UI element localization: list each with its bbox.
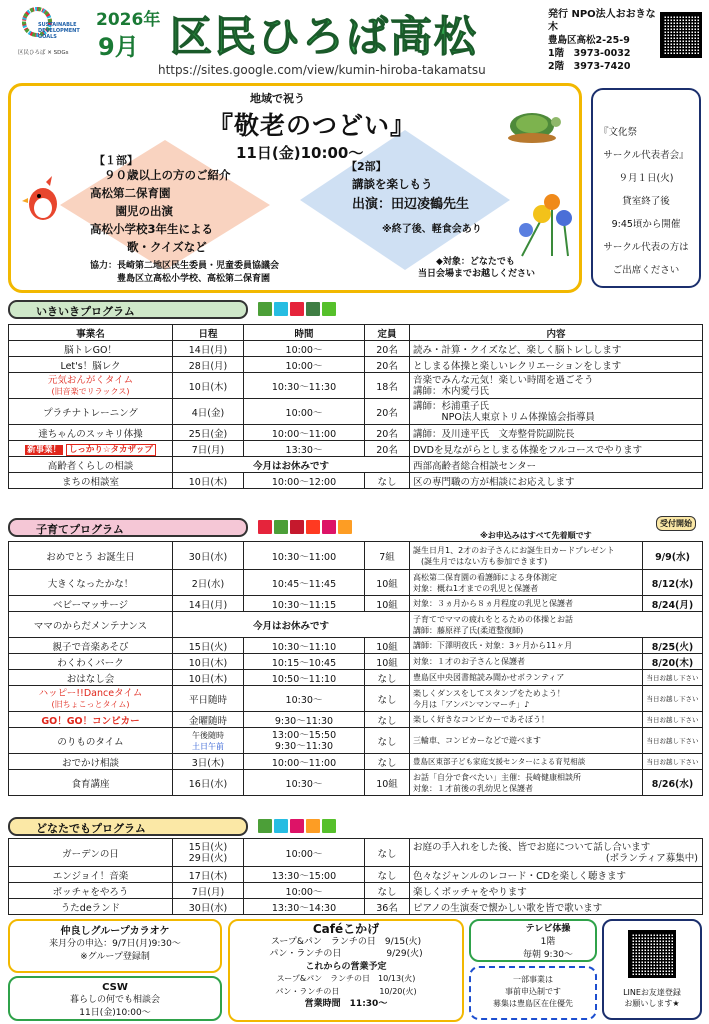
program-time: 10:30～11:10 [244, 638, 365, 654]
program-content [410, 686, 643, 712]
content-line: 高松第二保育園の看護師による身体測定 [413, 572, 557, 582]
program-date: 10日(木) [173, 473, 244, 489]
content-line: 講師：木内愛弓氏 [413, 385, 490, 397]
program-date: 28日(月) [173, 357, 244, 373]
cafe-line: パン・ランチの日 9/29(火) [269, 949, 423, 959]
culture-festival-box [591, 88, 701, 288]
program-cap: 36名 [365, 899, 410, 915]
program-name: おはなし会 [9, 670, 173, 686]
program-content: 区の専門職の方が相談にお応えします [410, 473, 703, 489]
line-text: LINEお友達登録 [623, 988, 681, 997]
signup-start: 8/20(木) [643, 654, 703, 670]
program-name: ママのからだメンテナンス [9, 612, 173, 638]
program-cap: なし [365, 754, 410, 770]
program-time: 10:50～11:10 [244, 670, 365, 686]
content-line: 子育てでママの疲れをとるための体操とお話 [413, 614, 573, 624]
issue-year: 2026年 [96, 10, 161, 30]
program-name-main: 元気おんがくタイム [47, 374, 134, 386]
program-date: 30日(水) [173, 542, 244, 570]
program-content: 楽しくボッチャをやります [410, 883, 703, 899]
csw-line: 11日(金)10:00～ [79, 1008, 151, 1018]
culture-line: サークル代表の方は [603, 242, 689, 253]
program-time: 10:00～ [244, 357, 365, 373]
tv-title: テレビ体操 [525, 924, 571, 934]
program-content [410, 770, 643, 796]
table-row [9, 341, 703, 357]
csw-box [8, 976, 222, 1021]
sdgs-logo-text: SUSTAINABLE DEVELOPMENT GOALS [38, 22, 80, 40]
culture-time [593, 195, 699, 231]
program-content [410, 612, 703, 638]
signup-start: 8/25(火) [643, 638, 703, 654]
content-line: 音楽でみんな元気！楽しい時間を過ごそう [413, 374, 594, 386]
sdgs-sub-label: 区民ひろば ✕ SDGs [18, 50, 69, 56]
program-time: 10:15～10:45 [244, 654, 365, 670]
content-line: 楽しくダンスをしてスタンプをためよう！ [413, 688, 565, 698]
culture-line: ご出席ください [612, 265, 680, 276]
section-label-kosodate: 子育てプログラム [8, 518, 248, 537]
sdg-goal-13-icon [306, 302, 320, 316]
signup-start: 8/24(月) [643, 596, 703, 612]
table-row [9, 712, 703, 728]
program-name: うたdeランド [9, 899, 173, 915]
program-cap: なし [365, 883, 410, 899]
sdg-goal-15-icon [322, 819, 336, 833]
program-time: 10:00～11:00 [244, 754, 365, 770]
program-date [173, 728, 244, 754]
program-time: 10:00～11:00 [244, 425, 365, 441]
col-header-content: 内容 [410, 325, 703, 341]
event-subtitle: 地域で祝う [250, 92, 305, 105]
table-row [9, 867, 703, 883]
program-cap: 10組 [365, 770, 410, 796]
event-date: 11日(金)10:00～ [236, 144, 364, 162]
program-content: 楽しく好きなコンビカーであそぼう！ [410, 712, 643, 728]
signup-start: 8/26(水) [643, 770, 703, 796]
col-header-name: 事業名 [9, 325, 173, 341]
col-header-cap: 定員 [365, 325, 410, 341]
signup-start: 9/9(水) [643, 542, 703, 570]
program-name: プラチナトレーニング [9, 399, 173, 425]
part1-line: 歌・クイズなど [104, 240, 207, 254]
content-line: 今月は「アンパンマンマーチ」♪ [413, 699, 530, 709]
part1-line: 高松第二保育園 [90, 186, 171, 200]
program-time: 10:00～ [244, 341, 365, 357]
program-cap: なし [365, 686, 410, 712]
table-row [9, 754, 703, 770]
program-closed-note: 今月はお休みです [173, 457, 410, 473]
cafe-line: スープ&パン ランチの日 9/15(火) [270, 936, 422, 947]
program-content [410, 399, 703, 425]
date-line: 29日(火) [188, 852, 228, 864]
donata-table [8, 838, 703, 915]
content-line: お庭の手入れをした後、皆でお庭について話し合います [413, 841, 651, 853]
program-cap: なし [365, 839, 410, 867]
program-name: 高齢者くらしの相談 [9, 457, 173, 473]
program-date: 25日(金) [173, 425, 244, 441]
program-date: 7日(月) [173, 441, 244, 457]
program-date: 10日(木) [173, 373, 244, 399]
program-date: 2日(水) [173, 570, 244, 596]
signup-start: 当日お越し下さい [643, 686, 703, 712]
publisher-tel-2f: 2階 3973-7420 [548, 61, 631, 72]
table-row [9, 425, 703, 441]
site-url-link[interactable]: https://sites.google.com/view/kumin-hiroba-takamatsu [158, 63, 486, 77]
sdg-goal-6-icon [274, 302, 288, 316]
karaoke-title: 仲良しグループカラオケ [60, 926, 170, 937]
venue-note [418, 256, 535, 280]
table-row [9, 839, 703, 867]
program-content: 西部高齢者総合相談センター [410, 457, 703, 473]
cafe-line: パン・ランチの日 10/20(火) [275, 986, 417, 996]
issue-month: 9月 [98, 33, 139, 61]
program-name [9, 441, 173, 457]
program-cap: 20名 [365, 357, 410, 373]
program-content: 対象：１才のお子さんと保護者 [410, 654, 643, 670]
program-time: 10:30～11:30 [244, 373, 365, 399]
culture-date: ９月１日(火) [618, 173, 674, 184]
part1-line: 園児の出演 [104, 204, 173, 218]
program-time: 10:30～11:15 [244, 596, 365, 612]
program-name: 脳トレGO！ [9, 341, 173, 357]
program-content: 豊島区東部子ども家庭支援センターによる育児相談 [410, 754, 643, 770]
culture-title-line: 『文化祭 [599, 127, 638, 138]
part2-performer: 出演：田辺凌鶴先生 [352, 197, 470, 212]
program-name-sub: (旧音楽でリラックス) [51, 386, 130, 396]
section-label-ikiiki: いきいきプログラム [8, 300, 248, 319]
program-time: 9:30～11:30 [244, 712, 365, 728]
program-name-main: しっかり☆タカザップ [66, 444, 156, 456]
program-name: 親子で音楽あそび [9, 638, 173, 654]
page-title: 区民ひろば高松 [170, 12, 479, 61]
program-name: 達ちゃんのスッキリ体操 [9, 425, 173, 441]
program-name: ボッチャをやろう [9, 883, 173, 899]
program-content: 三輪車、コンビカーなどで遊べます [410, 728, 643, 754]
program-name: のりものタイム [9, 728, 173, 754]
part2-heading: 【2部】 [346, 160, 387, 173]
program-time: 13:30～15:00 [244, 867, 365, 883]
program-cap: 20名 [365, 399, 410, 425]
kosodate-table [8, 541, 703, 796]
publisher-address: 豊島区高松2-25-9 [548, 35, 630, 46]
program-cap: なし [365, 712, 410, 728]
content-line: 対象：概ね1才までの乳児と保護者 [413, 583, 539, 593]
tv-line: 毎朝 9:30～ [522, 950, 574, 960]
content-line: NPO法人東京トリム体操協会指導員 [413, 411, 595, 423]
program-time: 10:00～12:00 [244, 473, 365, 489]
program-cap: 20名 [365, 425, 410, 441]
ikiiki-table [8, 324, 703, 489]
sdg-goal-6-icon [274, 819, 288, 833]
program-date: 14日(月) [173, 341, 244, 357]
program-date: 3日(木) [173, 754, 244, 770]
new-badge: 新事業！ [27, 444, 62, 455]
part1-line: ９０歳以上の方のご紹介 [104, 168, 231, 182]
sdg-goal-11-icon [306, 819, 320, 833]
content-line: 対象：１才前後の乳幼児と保護者 [413, 783, 533, 793]
venue-line: ◆対象：どなたでも [436, 257, 515, 267]
program-date: 4日(金) [173, 399, 244, 425]
table-row [9, 899, 703, 915]
part1-line: 高松小学校3年生による [90, 222, 214, 236]
program-content: DVDを見ながらとしまる体操をフルコースでやります [410, 441, 703, 457]
program-cap: 10組 [365, 570, 410, 596]
program-date: 10日(木) [173, 670, 244, 686]
csw-title: CSW [102, 982, 128, 993]
bird-illustration-icon [20, 174, 66, 226]
date-line: 午後随時 [192, 730, 224, 740]
content-line: (誕生月ではない方も参加できます) [413, 556, 548, 566]
program-date: 14日(月) [173, 596, 244, 612]
program-date [173, 839, 244, 867]
content-line: 講師：杉浦重子氏 [413, 400, 490, 412]
program-cap: なし [365, 867, 410, 883]
program-time: 10:00～ [244, 839, 365, 867]
notice-line: 一部事業は [513, 975, 553, 984]
karaoke-line: 来月分の申込：9/7日(月)9:30～ [49, 939, 181, 949]
program-name-main: ハッピー!!Danceタイム [38, 687, 143, 699]
table-row [9, 883, 703, 899]
program-name [9, 373, 173, 399]
program-content: 豊島区中央図書館読み聞かせボランティア [410, 670, 643, 686]
time-line: 9:30～11:30 [274, 740, 334, 752]
publisher-info [548, 8, 658, 73]
sdg-goal-1-icon [258, 520, 272, 534]
content-line: お話「自分で食べたい」主催：長崎健康相談所 [413, 772, 581, 782]
program-cap: 7組 [365, 542, 410, 570]
program-content: 色々なジャンルのレコード・CDを楽しく聴きます [410, 867, 703, 883]
table-row [9, 441, 703, 457]
program-content: 講師：及川達平氏 文寿整骨院副院長 [410, 425, 703, 441]
table-row [9, 570, 703, 596]
program-name: 大きくなったかな！ [9, 570, 173, 596]
table-row [9, 612, 703, 638]
culture-line: 9:45頃から開催 [611, 219, 681, 230]
uketsuke-badge: 受付開始 [656, 516, 696, 531]
tv-exercise-box [469, 919, 597, 962]
program-cap: 10組 [365, 596, 410, 612]
coop-line: 協力：長崎第二地区民生委員・児童委員協議会 [90, 261, 280, 271]
notice-box [469, 966, 597, 1020]
sdg-goal-15-icon [322, 302, 336, 316]
part1-heading: 【１部】 [94, 154, 138, 167]
qr-code-icon[interactable] [660, 12, 702, 58]
program-time: 10:30～11:00 [244, 542, 365, 570]
part2-line: 講談を楽しもう [352, 177, 433, 191]
program-content: 講師：下澤明夜氏・対象：3ヶ月から11ヶ月 [410, 638, 643, 654]
table-row [9, 357, 703, 373]
sdg-goal-1-icon [290, 302, 304, 316]
program-cap: 18名 [365, 373, 410, 399]
cafe-box [228, 919, 464, 1022]
program-time: 10:00～ [244, 883, 365, 899]
program-name: おめでとう お誕生日 [9, 542, 173, 570]
program-cap: 10組 [365, 638, 410, 654]
karaoke-line: ※グループ登録制 [80, 952, 150, 962]
table-row [9, 770, 703, 796]
program-cap: なし [365, 473, 410, 489]
content-line: (ボランティア募集中) [605, 852, 698, 864]
line-text: お願いします★ [624, 999, 680, 1008]
program-cap: 20名 [365, 341, 410, 357]
program-content: ピアノの生演奏で懐かしい歌を皆で歌います [410, 899, 703, 915]
table-row [9, 596, 703, 612]
program-date: 7日(月) [173, 883, 244, 899]
part2-note: ※終了後、軽食会あり [382, 224, 482, 235]
culture-title-line: サークル代表者会』 [603, 150, 689, 161]
publisher-tel-1f: 1階 3973-0032 [548, 48, 631, 59]
program-content: 読み・計算・クイズなど、楽しく脳トレしします [410, 341, 703, 357]
venue-line: 当日会場までお越しください [418, 269, 536, 279]
program-content [410, 373, 703, 399]
csw-line: 暮らしの何でも相談会 [69, 995, 160, 1005]
sdg-goal-5-icon [306, 520, 320, 534]
signup-start: 8/12(水) [643, 570, 703, 596]
event-title: 『敬老のつどい』 [208, 111, 417, 140]
program-name: ベビーマッサージ [9, 596, 173, 612]
kosodate-note: ※お申込みはすべて先着順です [480, 531, 592, 540]
cooperation-note [90, 260, 279, 286]
coop-line: 豊島区立高松小学校、高松第二保育園 [90, 274, 271, 284]
table-row [9, 473, 703, 489]
program-name: Let's！脳レク [9, 357, 173, 373]
table-row [9, 542, 703, 570]
program-date: 16日(水) [173, 770, 244, 796]
program-name [9, 686, 173, 712]
program-name: ガーデンの日 [9, 839, 173, 867]
program-date: 15日(火) [173, 638, 244, 654]
section-label-donata: どなたでもプログラム [8, 817, 248, 836]
karaoke-box [8, 919, 222, 973]
content-line: 講師：藤原祥了氏(柔道整復師) [413, 625, 524, 635]
notice-line: 募集は豊島区在住優先 [493, 999, 573, 1008]
line-qr-code-icon[interactable] [628, 930, 676, 978]
flowers-illustration-icon [512, 178, 578, 258]
program-content: としまる体操と楽しいレクリエーションをします [410, 357, 703, 373]
program-cap: なし [365, 670, 410, 686]
program-content [410, 839, 703, 867]
program-time [244, 728, 365, 754]
table-row [9, 654, 703, 670]
col-header-time: 時間 [244, 325, 365, 341]
program-name: おでかけ相談 [9, 754, 173, 770]
program-time: 10:30～ [244, 770, 365, 796]
program-name: まちの相談室 [9, 473, 173, 489]
notice-line: 事前申込制です [505, 987, 561, 996]
program-time: 13:30～14:30 [244, 899, 365, 915]
sdg-goal-3-icon [258, 819, 272, 833]
program-cap: なし [365, 728, 410, 754]
program-time: 10:30～ [244, 686, 365, 712]
table-row [9, 373, 703, 399]
table-row [9, 399, 703, 425]
table-row [9, 457, 703, 473]
sdg-goal-3-icon [258, 302, 272, 316]
program-name-sub: (旧ちょこっとタイム) [51, 699, 130, 709]
program-date: 30日(水) [173, 899, 244, 915]
table-header-row [9, 325, 703, 341]
culture-title [593, 126, 699, 162]
program-closed-note: 今月はお休みです [173, 612, 410, 638]
sdg-goal-10-icon [290, 819, 304, 833]
program-date: 10日(木) [173, 654, 244, 670]
cafe-line: これからの営業予定 [305, 961, 387, 972]
program-time: 10:00～ [244, 399, 365, 425]
program-content [410, 570, 643, 596]
program-date: 金曜随時 [173, 712, 244, 728]
sdg-goal-3-icon [274, 520, 288, 534]
program-date: 17日(木) [173, 867, 244, 883]
program-name: わくわくパーク [9, 654, 173, 670]
content-line: 誕生日月1、2才のお子さんにお誕生日カードプレゼント [413, 545, 615, 555]
cafe-title: Caféこかげ [312, 922, 380, 936]
table-row [9, 638, 703, 654]
table-row [9, 670, 703, 686]
turtle-illustration-icon [502, 100, 562, 148]
time-line: 13:00～15:50 [271, 729, 337, 741]
signup-start: 当日お越し下さい [643, 712, 703, 728]
signup-start: 当日お越し下さい [643, 670, 703, 686]
signup-start: 当日お越し下さい [643, 754, 703, 770]
sdg-goal-10-icon [322, 520, 336, 534]
program-time: 13:30～ [244, 441, 365, 457]
program-content [410, 542, 643, 570]
cafe-line: スープ&パン ランチの日 10/13(火) [276, 974, 416, 983]
table-row [9, 686, 703, 712]
program-name: GO！GO！コンビカー [9, 712, 173, 728]
publisher-name: 発行 NPO法人おおきな木 [548, 9, 656, 33]
col-header-date: 日程 [173, 325, 244, 341]
sdg-goal-11-icon [338, 520, 352, 534]
cafe-line: 営業時間 11:30～ [304, 999, 388, 1009]
culture-request [593, 241, 699, 277]
signup-start: 当日お越し下さい [643, 728, 703, 754]
date-line: 土日午前 [192, 741, 224, 751]
date-line: 15日(火) [188, 841, 228, 853]
program-name: 食育講座 [9, 770, 173, 796]
program-date: 平日随時 [173, 686, 244, 712]
program-content: 対象：３ヵ月から８ヵ月程度の乳児と保護者 [410, 596, 643, 612]
tv-line: 1階 [540, 937, 556, 947]
culture-line: 貸室終了後 [622, 196, 670, 207]
program-time: 10:45～11:45 [244, 570, 365, 596]
program-name: エンジョイ！音楽 [9, 867, 173, 883]
program-cap: 10組 [365, 654, 410, 670]
program-cap: 20名 [365, 441, 410, 457]
sdg-goal-4-icon [290, 520, 304, 534]
table-row [9, 728, 703, 754]
part1-body [90, 166, 231, 256]
